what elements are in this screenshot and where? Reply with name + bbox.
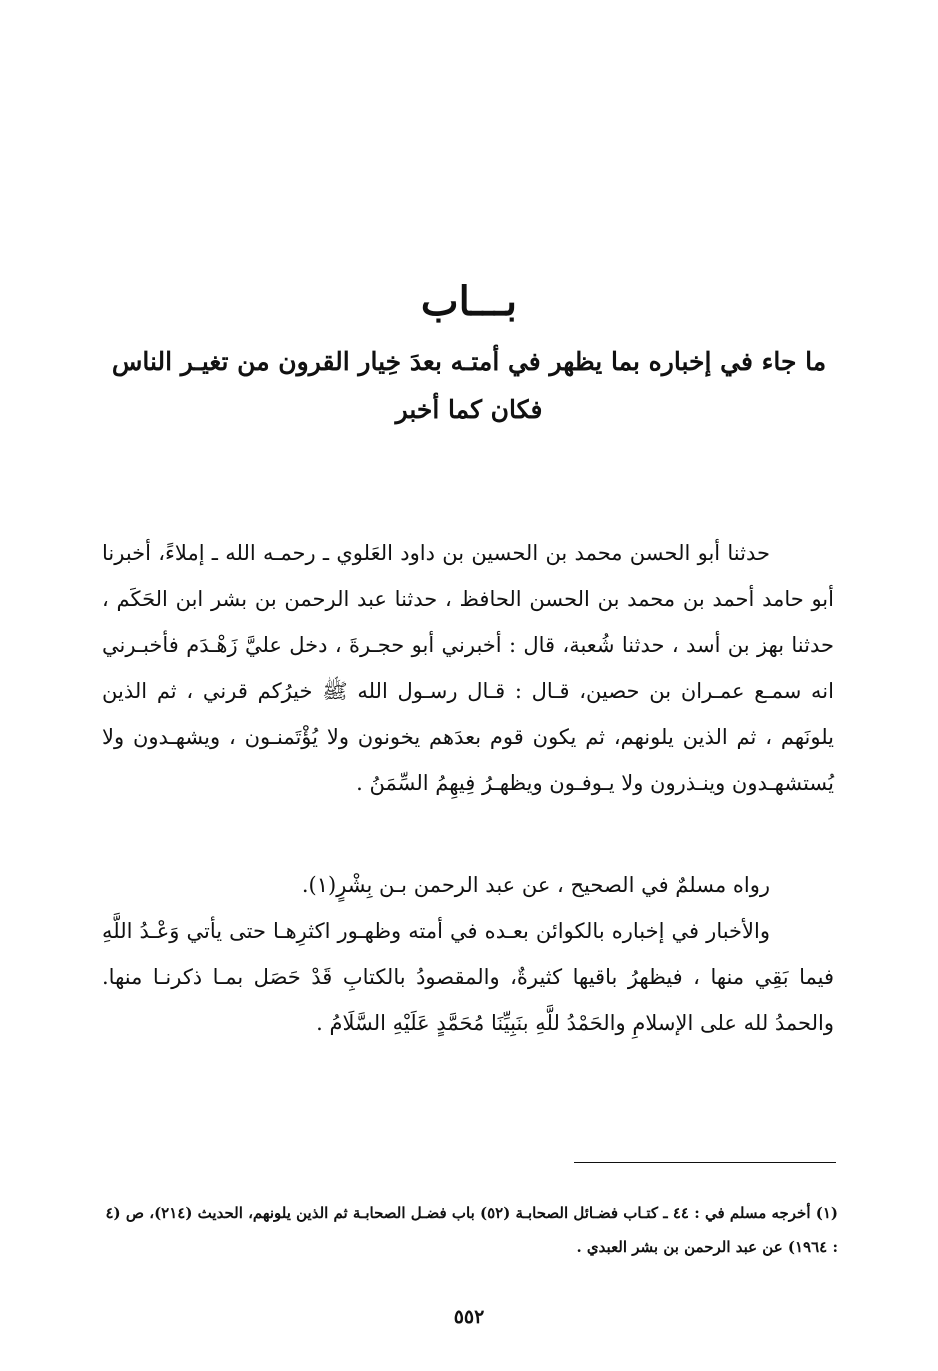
subtitle-line-2: فكان كما أخبر [395, 395, 543, 424]
closing-paragraph: والأخبار في إخباره بالكوائن بعـده في أمته وظهـور اكثرِهـا حتى يأتي وَعْـدُ اللَّهِ فيما بَقِي منها ، فيظهرُ باقيها كثيرةٌ، والمقصودُ بالكتابِ قَدْ حَصَل بمـا ذكرنـا منها. والحمدُ لله على الإسلامِ والحَمْدُ للَّهِ بنَبِيِّنَا مُحَمَّدٍ عَلَيْهِ السَّلَامُ . [102, 919, 834, 1035]
hadith-paragraph: حدثنا أبو الحسن محمد بن الحسين بن داود العَلوي ـ رحمـه الله ـ إملاءً، أخبرنا أبو حامد أحمد بن محمد بن الحسن الحافظ ، حدثنا عبد الرحمن بن بشر ابن الحَكَم ، حدثنا بهز بن أسد ، حدثنا شُعبة، قال : أخبرني أبو حجـرةَ ، دخل عليَّ زَهْـدَم فأخبـرني انه سمـع عمـران بن حصين، قـال : قـال رسـول الله ﷺ خيرُكم قرني ، ثم الذين يلونَهم ، ثم الذين يلونهم، ثم يكون قوم بعدَهم يخونون ولا يُؤْتَمنـون ، ويشهـدون ولا يُستشهـدون وينـذرون ولا يـوفـون ويظهـرُ فِيهِمُ السِّمَنُ . [102, 541, 834, 795]
footnote: (١) أخرجه مسلم في : ٤٤ ـ كتـاب فضـائل الصحابـة (٥٢) باب فضـل الصحابـة ثم الذين يلونهم، الحديث (٢١٤)، ص (٤ : ١٩٦٤) عن عبد الرحمن بن بشر العبدي . [105, 1204, 838, 1256]
chapter-subtitle [70, 338, 868, 434]
subtitle-line-1: ما جاء في إخباره بما يظهر في أمتـه بعدَ خِيار القرون من تغيـر الناس [111, 347, 827, 376]
chapter-heading: بـــاب [420, 278, 518, 325]
page-number: ٥٥٢ [453, 1306, 485, 1328]
footnote-divider [574, 1162, 836, 1163]
narration-source-paragraph: رواه مسلمٌ في الصحيح ، عن عبد الرحمن بـن بِشْرٍ(١). [301, 873, 770, 897]
